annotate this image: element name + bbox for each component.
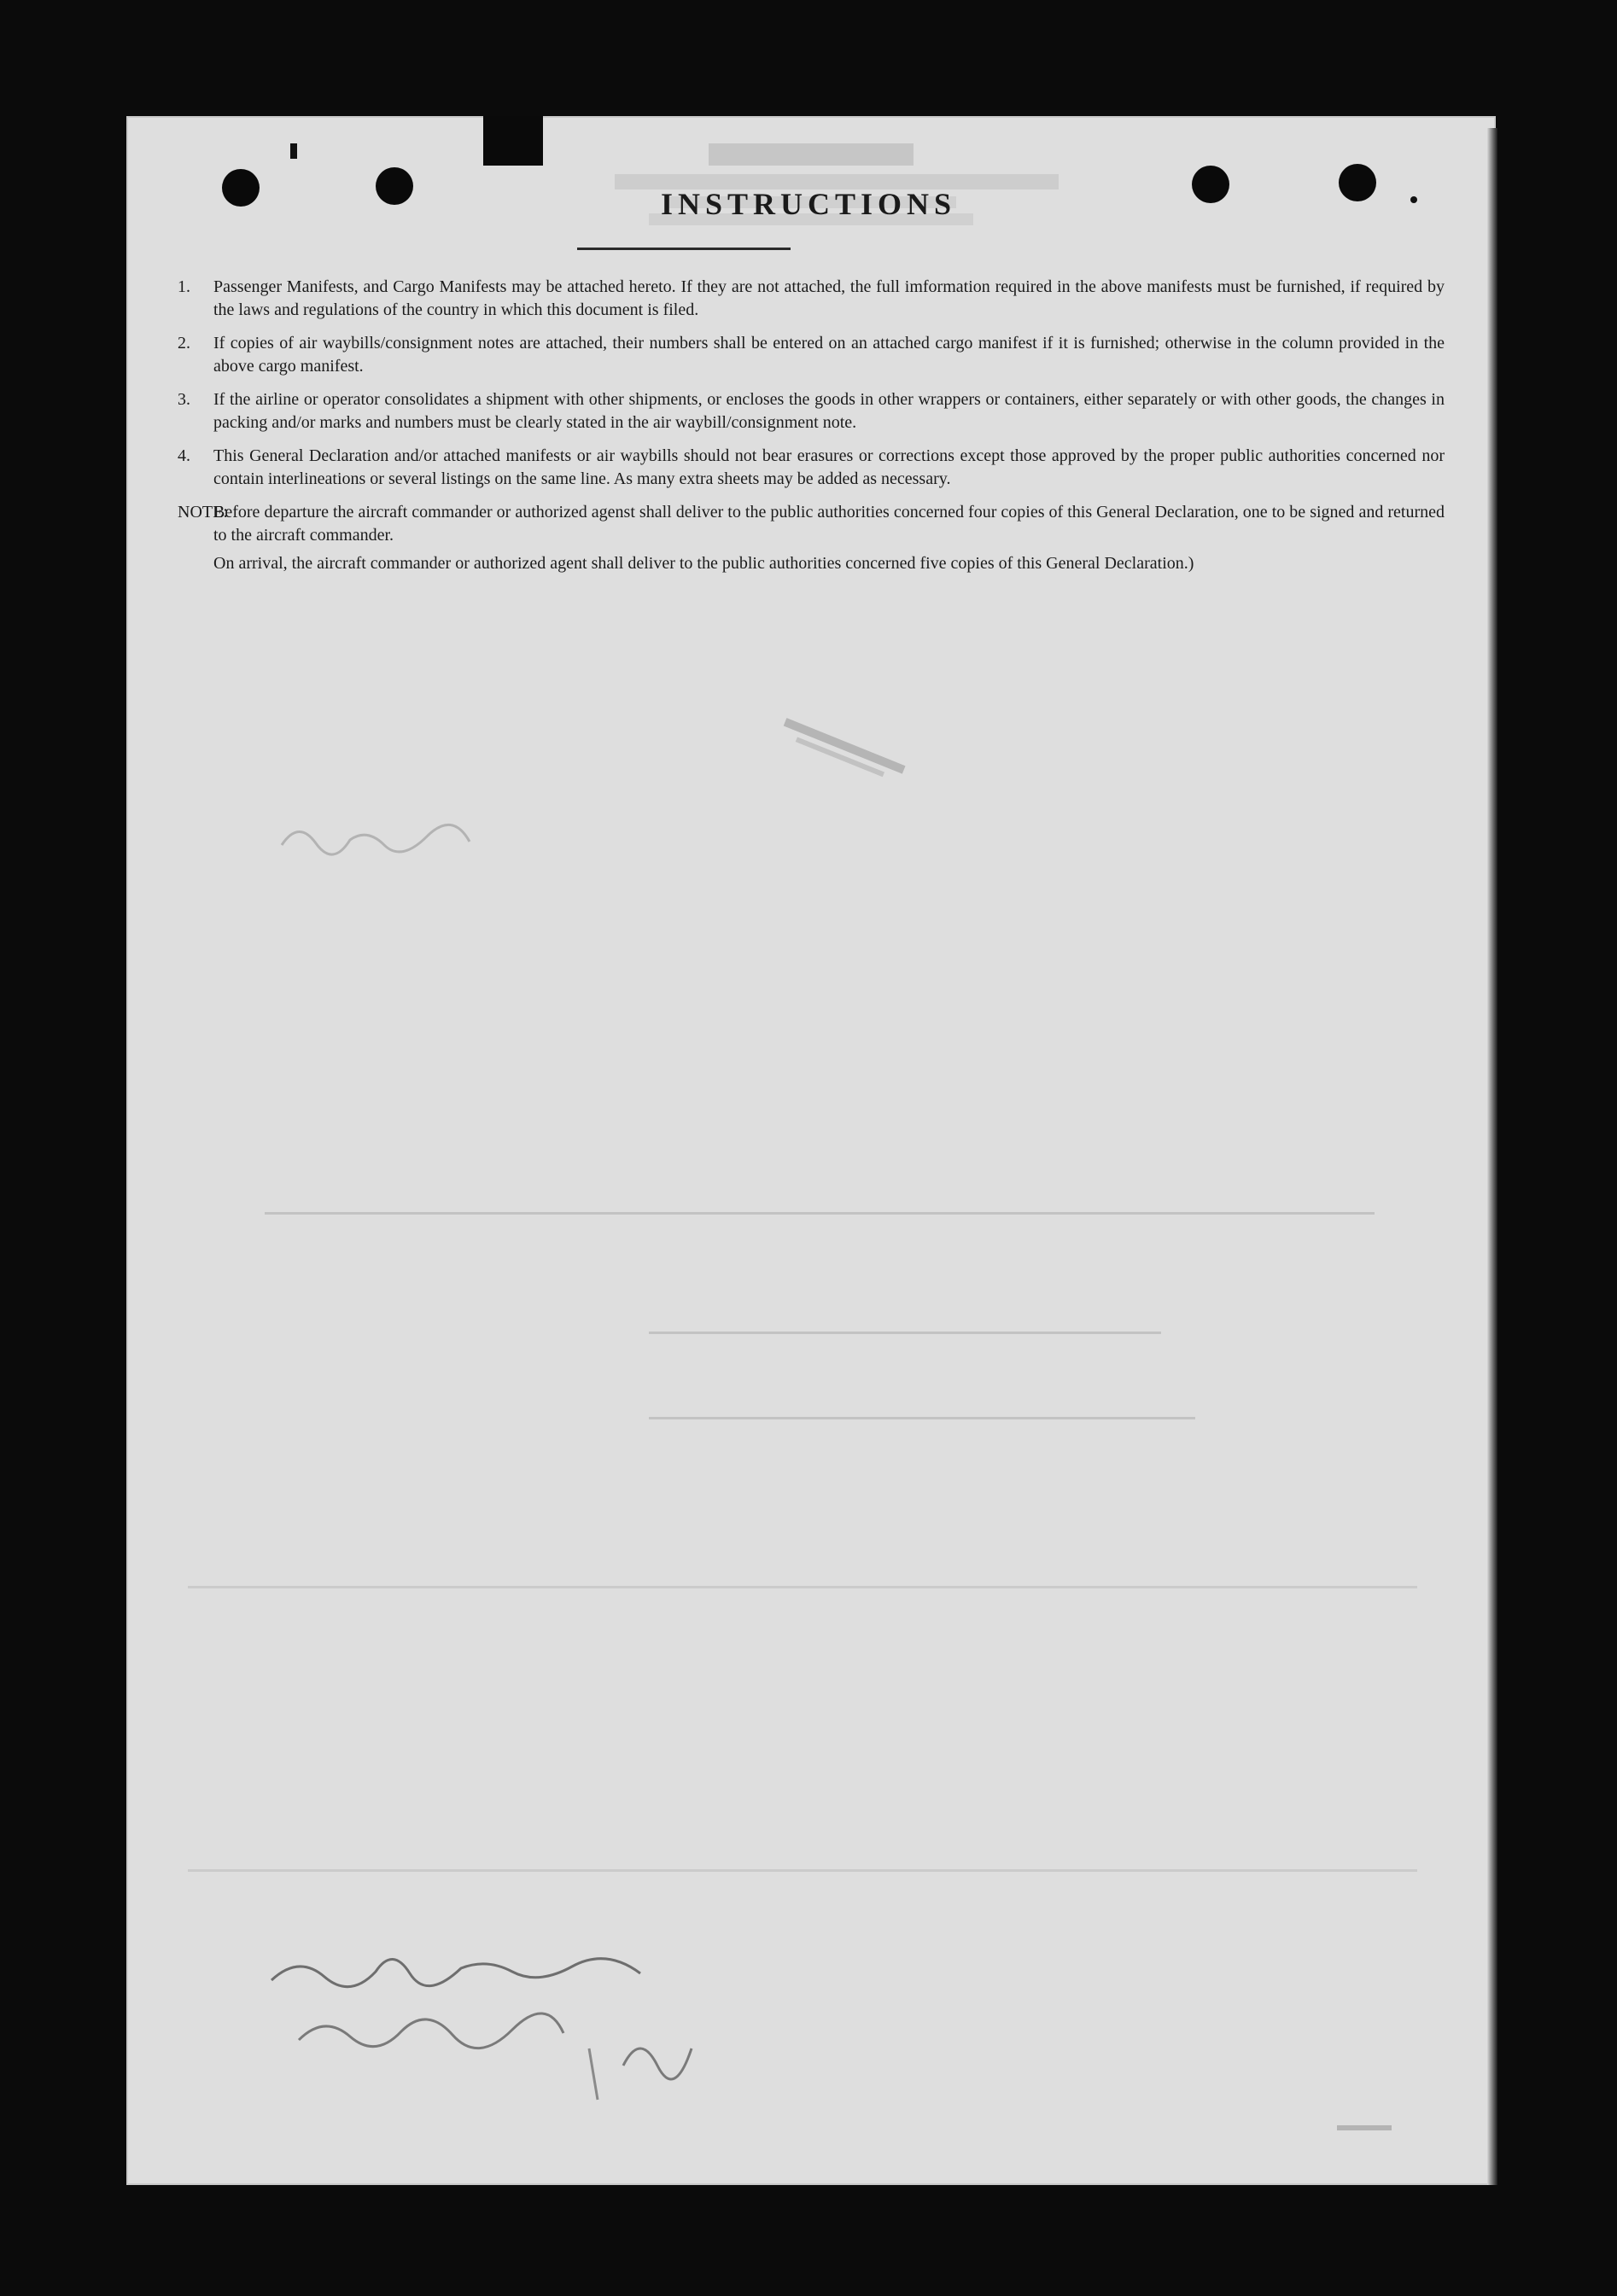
list-item	[178, 445, 1445, 491]
page-edge-shadow	[1487, 128, 1497, 2185]
item-number: 4.	[178, 446, 190, 465]
list-item	[178, 332, 1445, 378]
binding-mark	[290, 143, 297, 159]
show-through-line	[649, 1332, 1161, 1334]
instruction-list	[178, 276, 1445, 580]
faint-stamp-mark	[717, 717, 973, 794]
page-title: INSTRUCTIONS	[660, 187, 957, 221]
show-through-line	[649, 1417, 1195, 1419]
item-number: 2.	[178, 334, 190, 353]
item-text: If the airline or operator consolidates a shipment with other shipments, or encloses the goods in other wrappers or containers, either separately or with other goods, the changes in packing and/or marks and numbers must be clearly stated in the air waybill/consignment note.	[213, 390, 1445, 432]
faint-form-code	[1337, 2122, 1397, 2136]
item-number: 3.	[178, 390, 190, 409]
binding-tab	[483, 116, 543, 166]
note-block	[178, 501, 1445, 580]
item-text: This General Declaration and/or attached manifests or air waybills should not bear erasures or corrections except those approved by the proper public authorities concerned nor contain interlineations or several listings on the same line. As many extra sheets may be added as necessary.	[213, 446, 1445, 488]
item-text: If copies of air waybills/consignment notes are attached, their numbers shall be entered on an attached cargo manifest if it is furnished; otherwise in the column provided in the above cargo manifest.	[213, 334, 1445, 376]
item-number: 1.	[178, 277, 190, 296]
signature-image	[265, 1920, 709, 2117]
show-through-line	[265, 1212, 1375, 1215]
note-label: NOTE:	[178, 503, 228, 522]
list-item	[178, 276, 1445, 322]
show-through-line	[188, 1869, 1417, 1872]
note-body	[213, 501, 1445, 580]
title-underline	[577, 248, 791, 250]
list-item	[178, 388, 1445, 434]
faint-handwriting	[273, 811, 478, 862]
show-through-line	[188, 1586, 1417, 1588]
item-text: Passenger Manifests, and Cargo Manifests may be attached hereto. If they are not attached, the full imformation required in the above manifests must be furnished, if required by the laws and regulations of the country in which this document is filed.	[213, 277, 1445, 319]
note-paragraph: Before departure the aircraft commander or authorized agenst shall deliver to the public authorities concerned four copies of this General Declaration, one to be signed and returned to the aircraft commander.	[213, 503, 1445, 545]
note-paragraph: On arrival, the aircraft commander or authorized agent shall deliver to the public authorities concerned five copies of this General Declaration.)	[213, 554, 1194, 573]
